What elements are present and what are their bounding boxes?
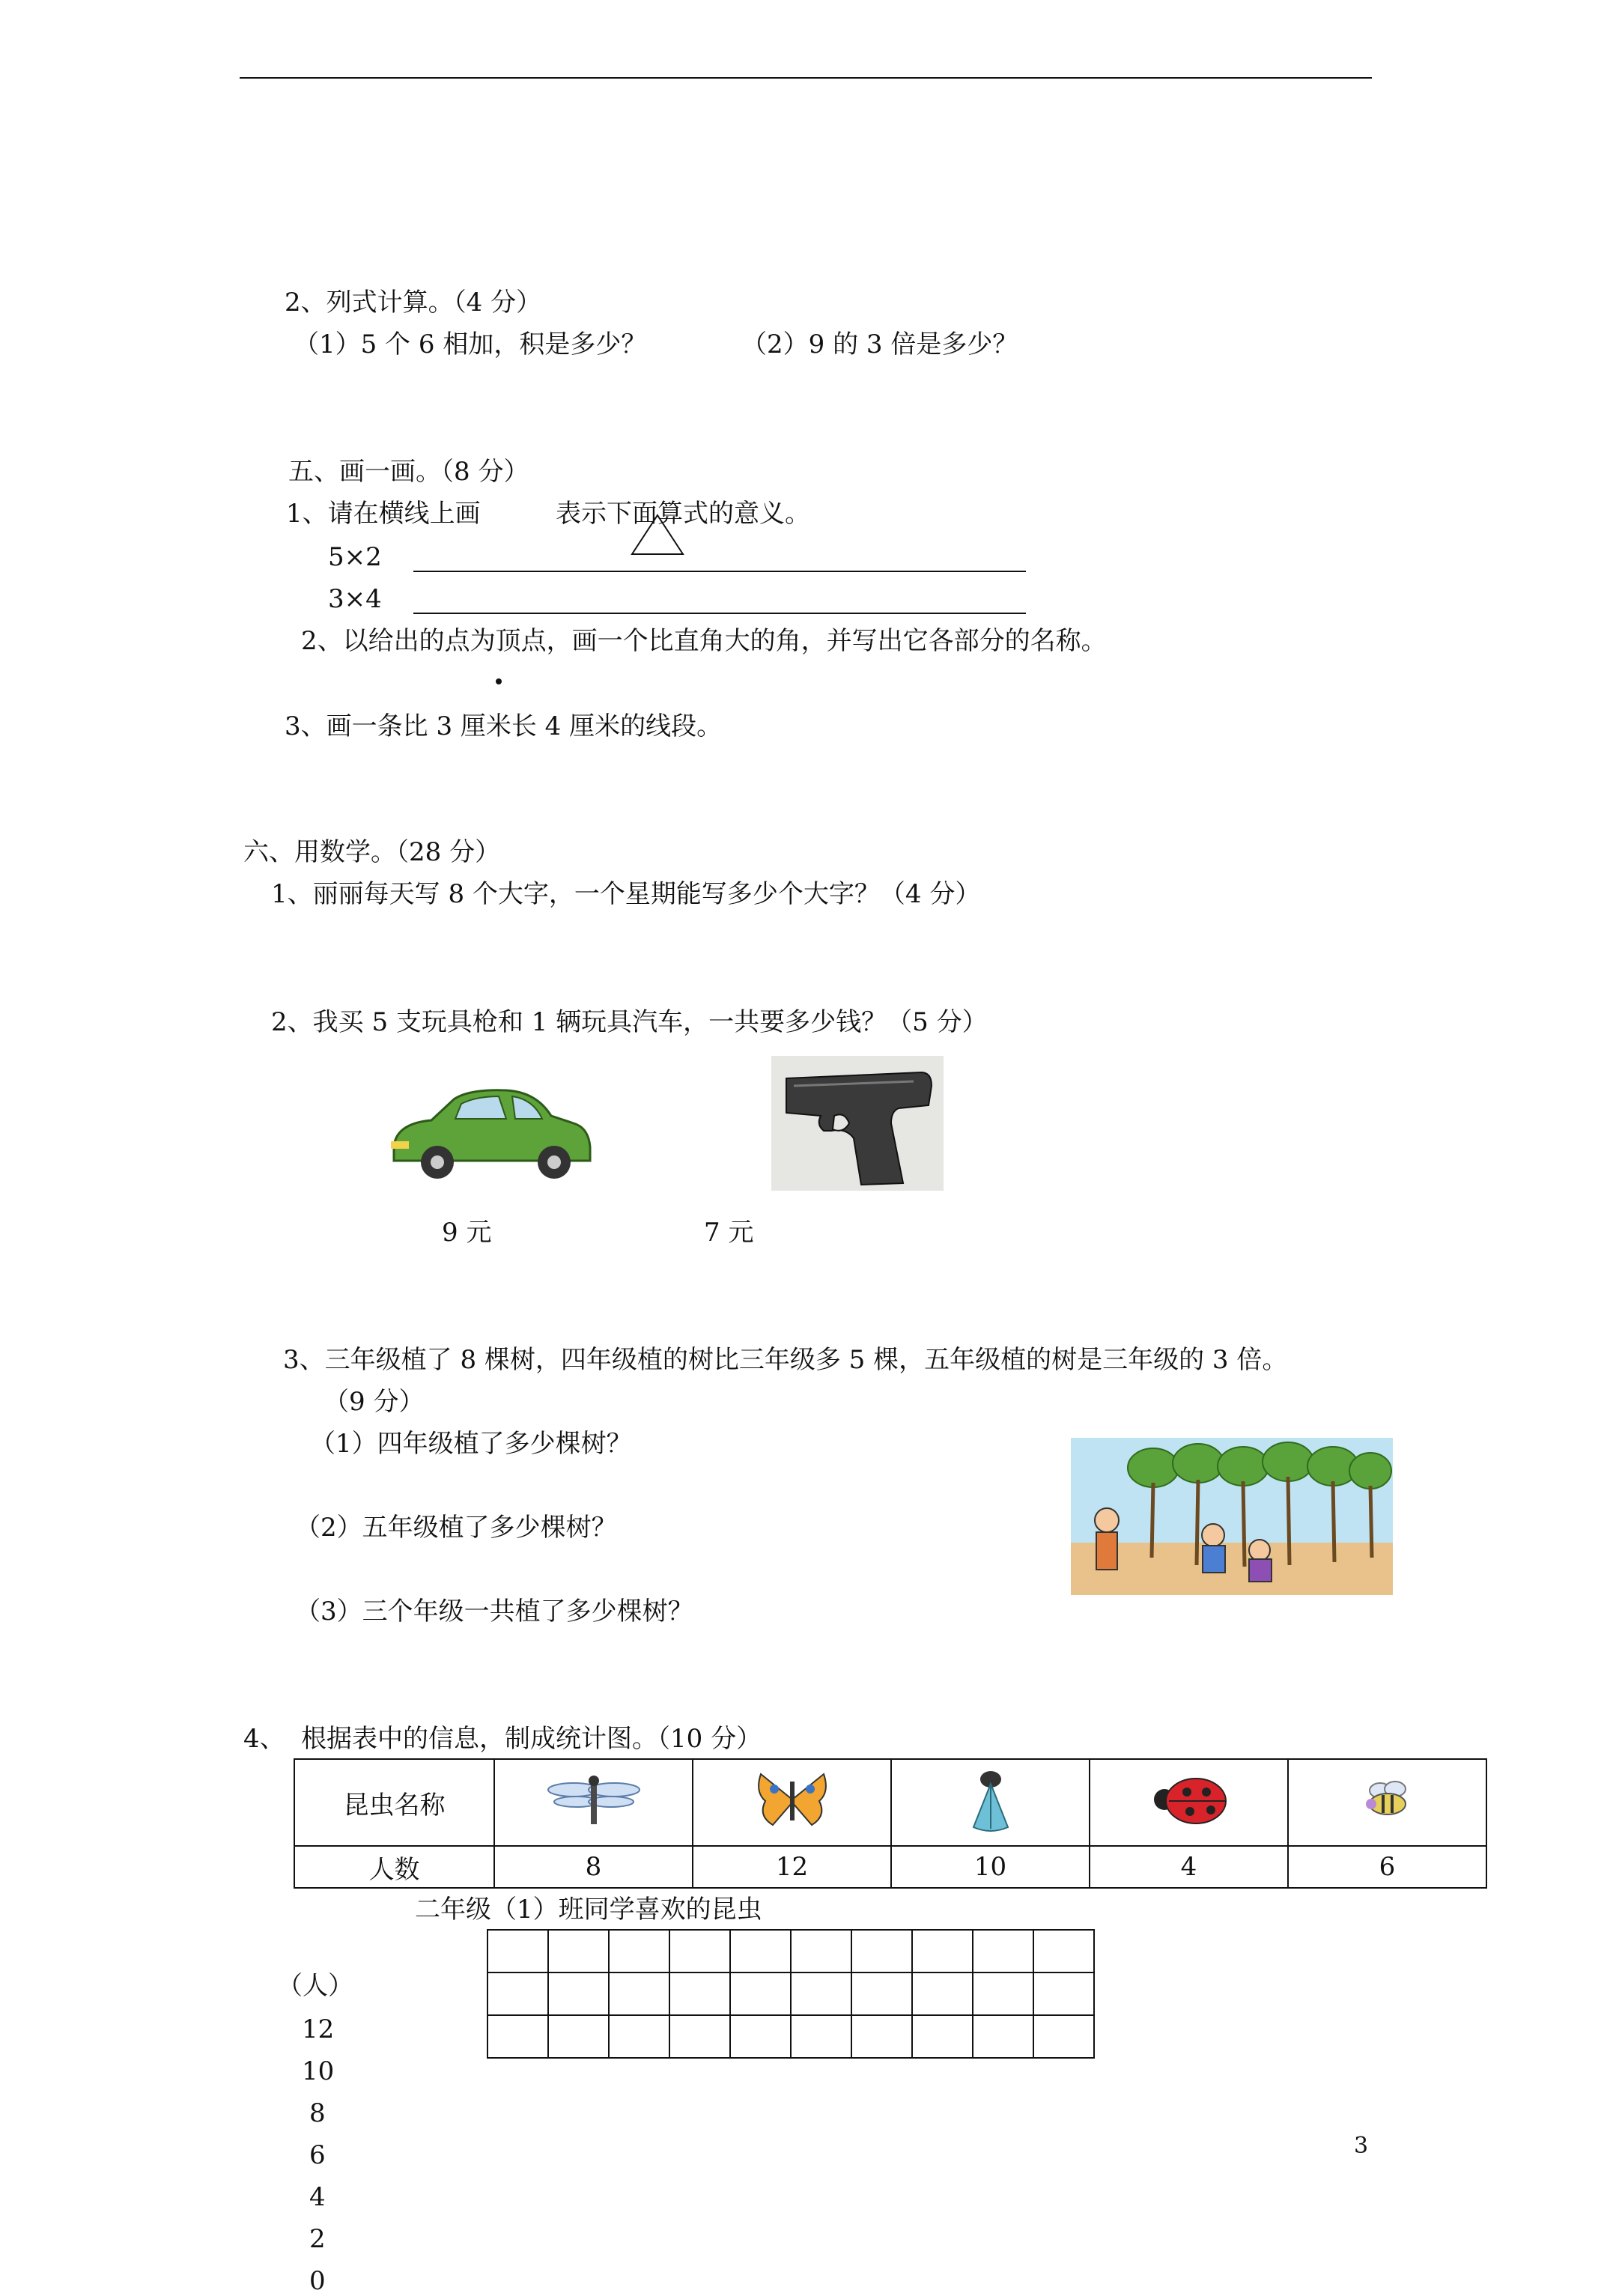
- triangle-icon: [631, 514, 684, 556]
- table-cell-ladybug: [1090, 1759, 1288, 1846]
- butterfly-icon: [755, 1770, 830, 1829]
- y-tick-0: 0: [309, 2266, 326, 2296]
- bee-icon: [1358, 1777, 1418, 1822]
- q5-item1-prefix: 1、请在横线上画: [286, 499, 481, 529]
- q6-item4-number: 4、: [243, 1724, 285, 1754]
- chart-title: 二年级（1）班同学喜欢的昆虫: [415, 1895, 762, 1925]
- q5-item1-suffix: 表示下面算式的意义。: [556, 499, 810, 529]
- vertex-point: [496, 678, 502, 684]
- q5-title: 五、画一画。（8 分）: [288, 457, 529, 487]
- table-count-label: 人数: [294, 1846, 494, 1888]
- q6-item3-part3: （3）三个年级一共植了多少棵树？: [295, 1597, 693, 1627]
- y-tick-8: 8: [309, 2098, 326, 2128]
- page-number: 3: [1354, 2133, 1369, 2159]
- table-count-bee: 6: [1288, 1846, 1486, 1888]
- dragonfly-icon: [545, 1773, 643, 1826]
- y-tick-12: 12: [302, 2014, 335, 2044]
- y-tick-6: 6: [309, 2140, 326, 2170]
- table-cell-butterfly: [693, 1759, 891, 1846]
- table-cell-bee: [1288, 1759, 1486, 1846]
- q6-item3-part1: （1）四年级植了多少棵树？: [310, 1429, 632, 1459]
- y-axis-unit: （人）: [277, 1971, 353, 2001]
- q6-item3-part2: （2）五年级植了多少棵树？: [295, 1513, 617, 1543]
- q6-item3: 3、三年级植了 8 棵树，四年级植的树比三年级多 5 棵，五年级植的树是三年级的 3 倍。: [283, 1345, 1288, 1375]
- q6-item3-score: （9 分）: [323, 1387, 425, 1417]
- answer-line-1[interactable]: [413, 571, 1026, 572]
- gun-price: 7 元: [704, 1218, 754, 1248]
- y-tick-2: 2: [309, 2224, 326, 2254]
- q6-title: 六、用数学。（28 分）: [243, 837, 501, 867]
- table-count-butterfly: 12: [693, 1846, 891, 1888]
- q6-item2: 2、我买 5 支玩具枪和 1 辆玩具汽车，一共要多少钱？（5 分）: [271, 1007, 988, 1037]
- ladybug-icon: [1148, 1770, 1230, 1829]
- insect-table: [294, 1758, 1487, 1889]
- q2-part2: （2）9 的 3 倍是多少？: [741, 329, 1018, 359]
- header-rule: [240, 77, 1372, 79]
- table-header-label: 昆虫名称: [294, 1759, 494, 1846]
- toy-gun-icon: [771, 1056, 944, 1191]
- y-tick-4: 4: [309, 2182, 326, 2212]
- answer-line-2[interactable]: [413, 613, 1026, 614]
- q5-eq1: 5×2: [328, 542, 382, 572]
- q2-part1: （1）5 个 6 相加，积是多少？: [294, 329, 647, 359]
- tree-planting-picture: [1071, 1438, 1393, 1595]
- table-cell-dragonfly: [494, 1759, 693, 1846]
- toy-car-icon: [386, 1078, 596, 1191]
- table-cell-cicada: [891, 1759, 1090, 1846]
- table-count-ladybug: 4: [1090, 1846, 1288, 1888]
- q5-item3: 3、画一条比 3 厘米长 4 厘米的线段。: [285, 711, 723, 741]
- q2-title: 2、列式计算。（4 分）: [285, 288, 542, 318]
- y-tick-10: 10: [302, 2056, 335, 2086]
- q6-item4: 根据表中的信息，制成统计图。（10 分）: [301, 1724, 762, 1754]
- cicada-icon: [965, 1766, 1017, 1833]
- q5-item2: 2、以给出的点为顶点，画一个比直角大的角，并写出它各部分的名称。: [301, 626, 1107, 656]
- table-count-cicada: 10: [891, 1846, 1090, 1888]
- q5-eq2: 3×4: [328, 584, 382, 614]
- chart-grid[interactable]: [487, 1929, 1095, 2059]
- q6-item1: 1、丽丽每天写 8 个大字，一个星期能写多少个大字？（4 分）: [271, 879, 981, 909]
- car-price: 9 元: [442, 1218, 492, 1248]
- table-count-dragonfly: 8: [494, 1846, 693, 1888]
